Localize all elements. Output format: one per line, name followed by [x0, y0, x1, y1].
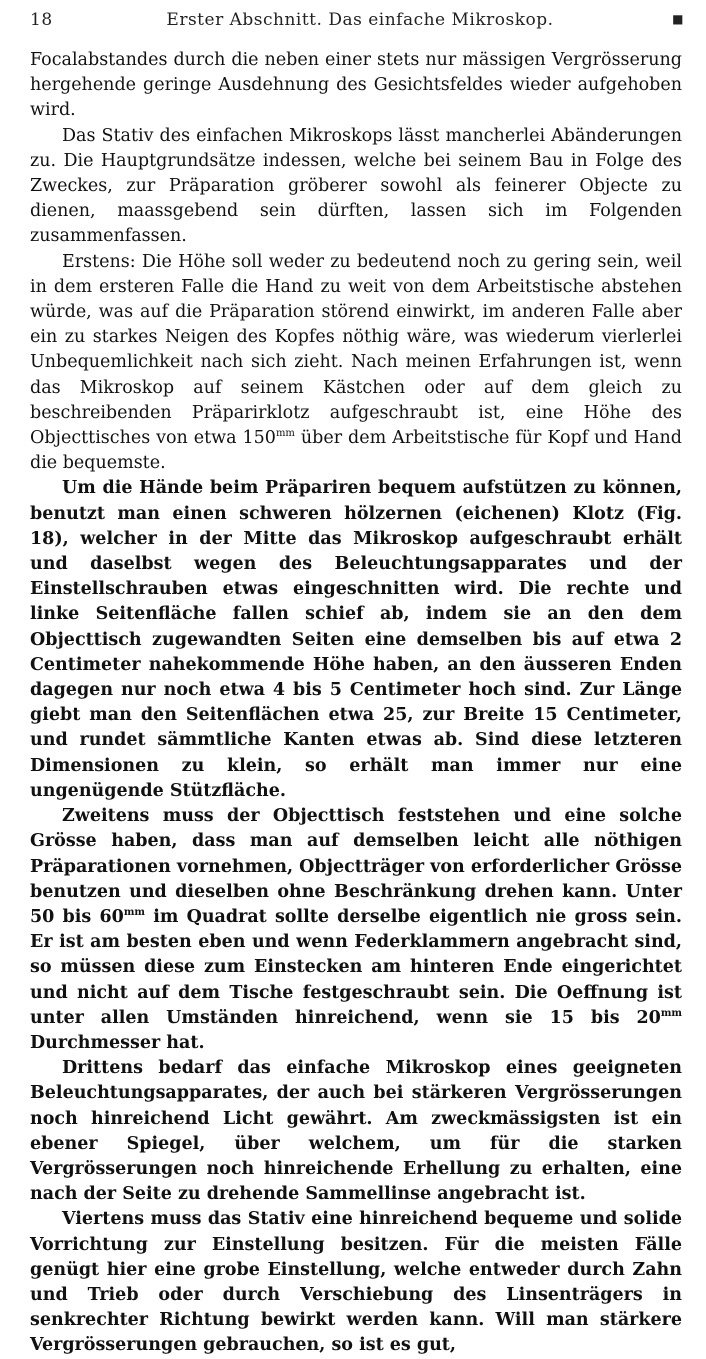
page-header [30, 10, 690, 38]
running-title: Erster Abschnitt. Das einfache Mikroskop. [166, 10, 554, 30]
paragraph-2: Das Stativ des einfachen Mikroskops lässt mancherlei Abänderungen zu. Die Hauptgrundsätze indessen, welche bei seinem Bau in Folge des Zweckes, zur Präparation gröberer sowohl als feinerer Objecte zu dienen, maassgebend sein dürften, lassen sich im Folgenden zusammenfassen. [30, 125, 682, 247]
paragraph-1: Focalabstandes durch die neben einer stets nur mässigen Vergrösserung hergehende geringe Ausdehnung des Gesichtsfeldes wieder aufgehoben wird. [30, 50, 682, 121]
paragraph-6: Drittens bedarf das einfache Mikroskop eines geeigneten Beleuchtungsapparates, der auch bei stärkeren Vergrösserungen noch hinreichend Licht gewährt. Am zweckmässigsten ist ein ebener Spiegel, über welchem, um für die starken Vergrösserungen noch hinreichende Erhellung zu erhalten, eine nach der Seite zu drehende Sammellinse angebracht ist. [30, 1058, 682, 1205]
paragraph-7: Viertens muss das Stativ eine hinreichend bequeme und solide Vorrichtung zur Einstellung besitzen. Für die meisten Fälle genügt hier eine grobe Einstellung, welche entweder durch Zahn und Trieb oder durch Verschiebung des Linsenträgers in senkrechter Richtung bewirkt werden kann. Will man stärkere Vergrösserungen gebrauchen, so ist es gut, [30, 1209, 682, 1356]
page-number: 18 [30, 10, 53, 30]
paragraph-3: Erstens: Die Höhe soll weder zu bedeutend noch zu gering sein, weil in dem ersteren Falle die Hand zu weit von dem Arbeitstische abstehen würde, was auf die Präparation störend einwirkt, im anderen Falle aber ein zu starkes Neigen des Kopfes nöthig wäre, was wiederum vierlerlei Unbequemlichkeit nach sich zieht. Nach meinen Erfahrungen ist, wenn das Mikroskop auf seinem Kästchen oder auf dem gleich zu beschreibenden Präparirklotz aufgeschraubt ist, eine Höhe des Objecttisches von etwa $150^{mm}$ über dem Arbeitstische für Kopf und Hand die bequemste. [30, 251, 682, 474]
ink-mark: ■ [672, 12, 684, 26]
paragraph-4: Um die Hände beim Präpariren bequem aufstützen zu können, benutzt man einen schweren hölzernen (eichenen) Klotz (Fig. 18), welcher in der Mitte das Mikroskop aufgeschraubt erhält und daselbst wegen des Beleuchtungsapparates und der Einstellschrauben etwas eingeschnitten wird. Die rechte und linke Seitenfläche fallen schief ab, indem sie an den dem Objecttisch zugewandten Seiten eine demselben bis auf etwa 2 Centimeter nahekommende Höhe haben, an den äusseren Enden dagegen nur noch etwa 4 bis 5 Centimeter hoch sind. Zur Länge giebt man den Seitenflächen etwa 25, zur Breite 15 Centimeter, und rundet sämmtliche Kanten etwas ab. Sind diese letzteren Dimensionen zu klein, so erhält man immer nur eine ungenügende Stützfläche. [30, 478, 682, 801]
paragraph-5: Zweitens muss der Objecttisch feststehen und eine solche Grösse haben, dass man auf demselben leicht alle nöthigen Präparationen vornehmen, Objectträger von erforderlicher Grösse benutzen und dieselben ohne Beschränkung drehen kann. Unter 50 bis $60^{mm}$ im Quadrat sollte derselbe eigentlich nie gross sein. Er ist am besten eben und wenn Federklammern angebracht sind, so müssen diese zum Einstecken am hinteren Ende eingerichtet und nicht auf dem Tische festgeschraubt sein. Die Oeffnung ist unter allen Umständen hinreichend, wenn sie 15 bis $20^{mm}$ Durchmesser hat. [30, 806, 682, 1053]
body-text [30, 48, 682, 1359]
